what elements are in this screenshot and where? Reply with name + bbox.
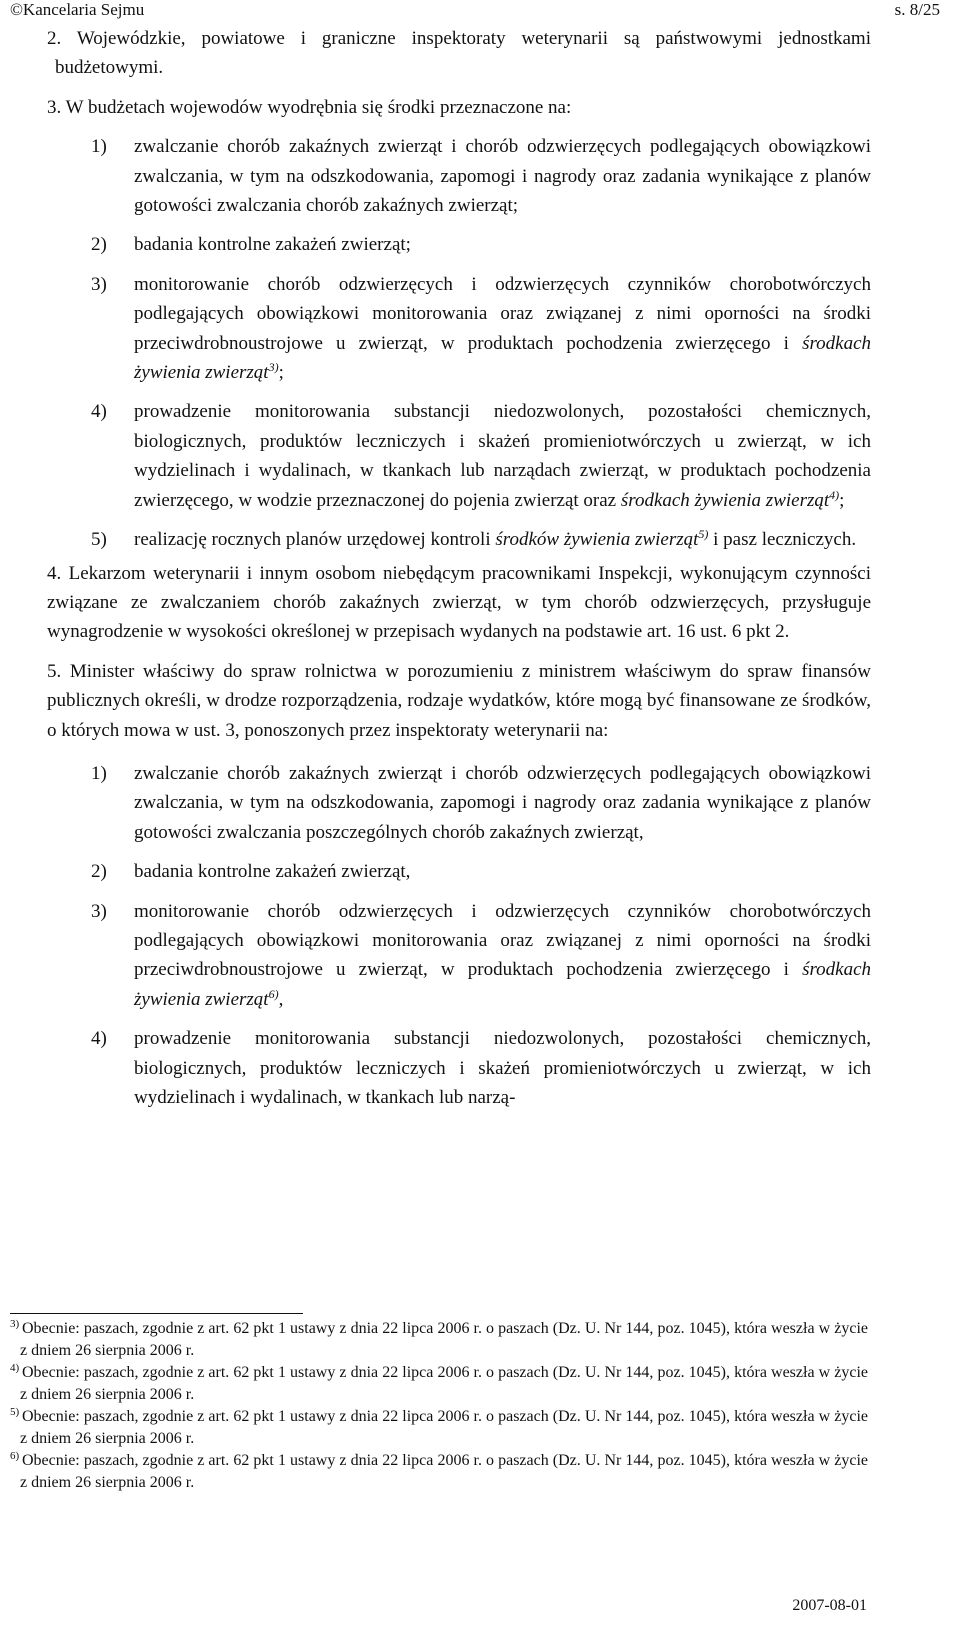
- list-item-tail: i pasz leczniczych.: [713, 529, 857, 551]
- footnote-ref[interactable]: 5): [698, 527, 709, 542]
- paragraph-text: W budżetach wojewodów wyodrębnia się środki przeznaczone na:: [65, 96, 572, 118]
- list-item: [91, 397, 871, 515]
- paragraph-3-list: [91, 132, 871, 554]
- paragraph-number: 4.: [47, 562, 62, 584]
- list-item-italic-term: środkach żywienia zwierząt: [620, 489, 830, 511]
- list-item-tail: ;: [278, 362, 284, 384]
- list-item-number: 3): [91, 900, 107, 922]
- footnote-mark: 5): [10, 1406, 20, 1418]
- list-item-text: prowadzenie monitorowania substancji niedozwolonych, pozostałości chemicznych, biologicznych, produktów leczniczych i skażeń promieniotwórczych u zwierząt, w ich wydzielinach i wydalinach, w tkankach lub narzą-: [134, 1028, 871, 1108]
- list-item-number: 2): [91, 234, 107, 256]
- footnote-ref[interactable]: 6): [268, 986, 279, 1001]
- footnote-text: Obecnie: paszach, zgodnie z art. 62 pkt 1 ustawy z dnia 22 lipca 2006 r. o paszach (Dz. U. Nr 144, poz. 1045), która weszła w życie z dniem 26 sierpnia 2006 r.: [20, 1452, 868, 1491]
- footnote: [10, 1450, 868, 1494]
- list-item: [91, 132, 871, 220]
- list-item-italic-term: środków żywienia zwierząt: [495, 529, 699, 551]
- list-item-number: 4): [91, 1028, 107, 1050]
- list-item-text: badania kontrolne zakażeń zwierząt;: [134, 234, 411, 256]
- footnote-mark: 4): [10, 1362, 20, 1374]
- footnote-ref[interactable]: 3): [268, 360, 279, 375]
- list-item-number: 5): [91, 529, 107, 551]
- list-item: [91, 525, 871, 554]
- list-item-tail: ,: [278, 988, 284, 1010]
- footnote: [10, 1362, 868, 1406]
- paragraph-number: 2.: [47, 28, 62, 49]
- page-header: [10, 0, 940, 24]
- list-item-number: 1): [91, 136, 107, 158]
- list-item-number: 4): [91, 401, 107, 423]
- paragraph-4: [47, 559, 871, 647]
- footnote-mark: 6): [10, 1450, 20, 1462]
- footnote: [10, 1406, 868, 1450]
- paragraph-2: [47, 24, 871, 83]
- document-body: [47, 24, 871, 1112]
- footnote-ref[interactable]: 4): [829, 487, 840, 502]
- paragraph-number: 5.: [47, 660, 62, 682]
- list-item: [91, 897, 871, 1015]
- list-item-tail: ;: [839, 489, 845, 511]
- footnote-text: Obecnie: paszach, zgodnie z art. 62 pkt 1 ustawy z dnia 22 lipca 2006 r. o paszach (Dz. U. Nr 144, poz. 1045), która weszła w życie z dniem 26 sierpnia 2006 r.: [20, 1320, 868, 1359]
- footnotes: [10, 1318, 868, 1494]
- list-item: [91, 759, 871, 847]
- list-item-number: 2): [91, 861, 107, 883]
- footnote-text: Obecnie: paszach, zgodnie z art. 62 pkt 1 ustawy z dnia 22 lipca 2006 r. o paszach (Dz. U. Nr 144, poz. 1045), która weszła w życie z dniem 26 sierpnia 2006 r.: [20, 1408, 868, 1447]
- list-item-text: monitorowanie chorób odzwierzęcych i odzwierzęcych czynników chorobotwórczych podlegających obowiązkowi monitorowania oraz związanej z nimi oporności na środki przeciwdrobnoustrojowe u zwierząt, w produktach pochodzenia zwierzęcego i: [134, 900, 871, 981]
- list-item-number: 3): [91, 273, 107, 295]
- paragraph-text: Wojewódzkie, powiatowe i graniczne inspektoraty weterynarii są państwowymi jednostkami budżetowymi.: [55, 28, 871, 79]
- paragraph-5-list: [91, 759, 871, 1112]
- list-item: [91, 857, 871, 886]
- paragraph-5: [47, 657, 871, 745]
- list-item: [91, 230, 871, 259]
- paragraph-3: [47, 93, 871, 122]
- list-item-text: badania kontrolne zakażeń zwierząt,: [134, 861, 411, 883]
- paragraph-text: Lekarzom weterynarii i innym osobom niebędącym pracownikami Inspekcji, wykonującym czynności związane ze zwalczaniem chorób zakaźnych zwierząt, w tym chorób odzwierzęcych, przysługuje wynagrodzenie w wysokości określonej w przepisach wydanych na podstawie art. 16 ust. 6 pkt 2.: [47, 562, 871, 643]
- list-item-italic-term: środkach żywienia zwierząt: [134, 959, 872, 1010]
- list-item-text: zwalczanie chorób zakaźnych zwierząt i chorób odzwierzęcych podlegających obowiązkowi zwalczania, w tym na odszkodowania, zapomogi i nagrody oraz zadania wynikające z planów gotowości zwalczania poszczególnych chorób zakaźnych zwierząt,: [134, 762, 871, 843]
- list-item: [91, 1024, 871, 1112]
- footnote-separator: [10, 1313, 303, 1314]
- list-item-text: zwalczanie chorób zakaźnych zwierząt i chorób odzwierzęcych podlegających obowiązkowi zwalczania, w tym na odszkodowania, zapomogi i nagrody oraz zadania wynikające z planów gotowości zwalczania chorób zakaźnych zwierząt;: [134, 136, 871, 217]
- footer-date: 2007-08-01: [792, 1597, 867, 1614]
- paragraph-text: Minister właściwy do spraw rolnictwa w porozumieniu z ministrem właściwym do spraw finansów publicznych określi, w drodze rozporządzenia, rodzaje wydatków, które mogą być finansowane ze środków, o których mowa w ust. 3, ponoszonych przez inspektoraty weterynarii na:: [47, 660, 872, 741]
- list-item-text: realizację rocznych planów urzędowej kontroli: [134, 529, 491, 551]
- list-item: [91, 270, 871, 388]
- footnote-mark: 3): [10, 1318, 20, 1330]
- list-item-number: 1): [91, 762, 107, 784]
- footnote-text: Obecnie: paszach, zgodnie z art. 62 pkt 1 ustawy z dnia 22 lipca 2006 r. o paszach (Dz. U. Nr 144, poz. 1045), która weszła w życie z dniem 26 sierpnia 2006 r.: [20, 1364, 868, 1403]
- list-item-text: prowadzenie monitorowania substancji niedozwolonych, pozostałości chemicznych, biologicznych, produktów leczniczych i skażeń promieniotwórczych u zwierząt, w ich wydzielinach i wydalinach, w tkankach lub narządach zwierząt, w produktach pochodzenia zwierzęcego, w wodzie przeznaczonej do pojenia zwierząt oraz: [134, 401, 871, 511]
- list-item-text: monitorowanie chorób odzwierzęcych i odzwierzęcych czynników chorobotwórczych podlegających obowiązkowi monitorowania oraz związanej z nimi oporności na środki przeciwdrobnoustrojowe u zwierząt, w produktach pochodzenia zwierzęcego i: [134, 273, 871, 354]
- footnote: [10, 1318, 868, 1362]
- page-number: s. 8/25: [894, 0, 940, 19]
- list-item-italic-term: środkach żywienia zwierząt: [134, 332, 872, 384]
- paragraph-number: 3.: [47, 96, 62, 118]
- copyright-label: ©Kancelaria Sejmu: [10, 0, 145, 19]
